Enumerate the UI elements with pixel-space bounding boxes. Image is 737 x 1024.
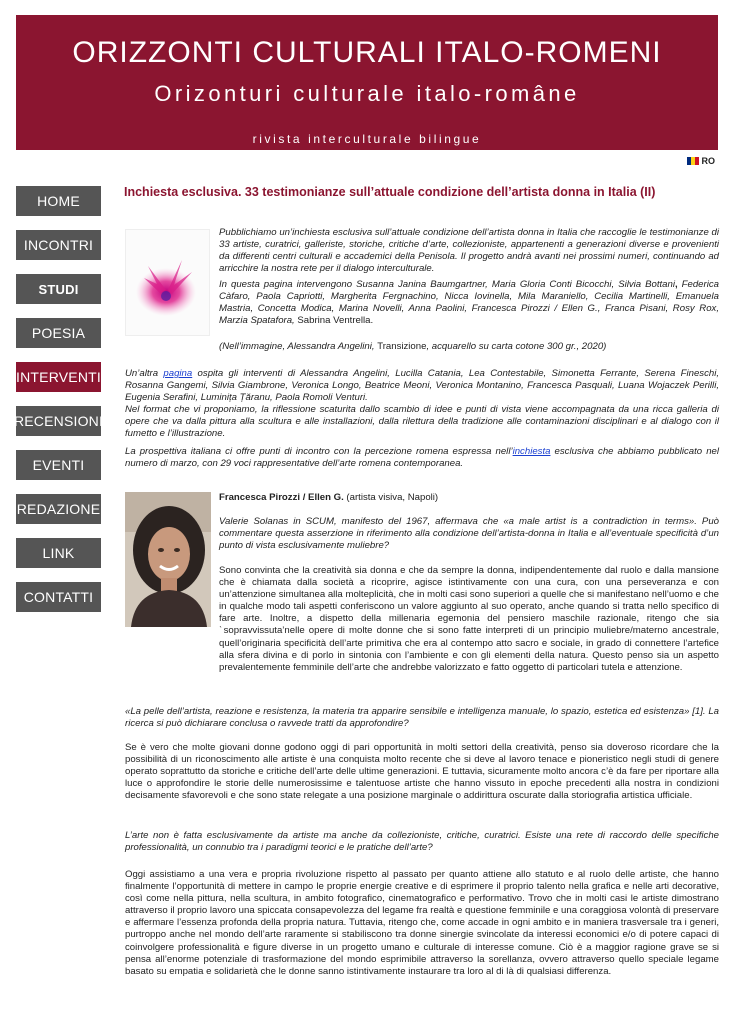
site-title: ORIZZONTI CULTURALI ITALO-ROMENI <box>72 36 662 69</box>
artwork-image <box>125 229 210 336</box>
nav-incontri[interactable]: INCONTRI <box>16 230 101 260</box>
nav-eventi[interactable]: EVENTI <box>16 450 101 480</box>
romanian-flag-icon <box>687 157 699 165</box>
answer-1: Sono convinta che la creatività sia donna e che da sempre la donna, indipendentemente dal ruolo e dalla mansione che è chiamata dalla società a ricoprire, agisce istintivamente con una cura, con una perseveranza e con un’attenzione simultanea alla molteplicità, che in molti casi sono superiori a quelle che si manifestano nell’uomo e che in qualche modo tali aspetti conferiscono un valore aggiunto al suo operato, anche quando si tratta nello specifico di fare arte. Inoltre, a dispetto della millenaria egemonia del pensiero maschile razionale, ritengo che sia ˋsopravvissuta’nelle opere di molte donne che si sono fatte interpreti di un principio muliebre/materno ancestrale, quell’originaria specificità dell’arte primitiva che era al contempo atto sacro e sociale, in grado di connettere l’artefice alla sfera divina e di porlo in sintonia con l’ambiente e con gli elementi della natura. Questo penso sia un aspetto prevalentemente femminile dell’arte che andrebbe valorizzato e fatto oggetto di particolari tutela e attenzione. <box>219 565 719 673</box>
article-title: Inchiesta esclusiva. 33 testimonianze sull’attuale condizione dell’artista donna in Italia (II) <box>124 185 656 199</box>
site-subtitle: Orizonturi culturale italo-române <box>154 81 580 106</box>
question-3: L’arte non è fatta esclusivamente da artiste ma anche da collezioniste, critiche, curatrici. Esiste una rete di raccordo delle specifiche professionalità, un connubio tra i paradigmi teorici e le pratiche dell’arte? <box>125 830 719 854</box>
prospettiva-paragraph: La prospettiva italiana ci offre punti di incontro con la percezione romena espressa nell’inchiesta esclusiva che abbiamo pubblicato nel numero di marzo, con 29 voci rappresentative dell’arte romena contemporanea. <box>125 446 719 470</box>
site-tagline: rivista interculturale bilingue <box>252 132 482 146</box>
author-photo <box>125 492 211 627</box>
sidebar-nav <box>13 186 104 626</box>
language-switch[interactable] <box>687 156 716 166</box>
site-issn: ISSN 2240-9645 <box>316 149 418 161</box>
masthead <box>16 15 718 161</box>
author-heading <box>219 492 719 504</box>
intro-participants: In questa pagina intervengono Susanna Janina Baumgartner, Maria Gloria Conti Bicocchi, Silvia Bottani, Federica Càfaro, Paola Capriotti, Margherita Fergnachino, Nicca Iovinella, Mila Maraniello, Cecilia Martinelli, Emanuela Mastria, Concetta Modica, Marina Novelli, Anna Paolini, Francesca Pirozzi / Ellen G., Franca Pisani, Rosy Rox, Marzia Spatafora, Sabrina Ventrella. <box>219 279 719 327</box>
intro-paragraph: Pubblichiamo un’inchiesta esclusiva sull’attuale condizione dell’artista donna in Italia che raccoglie le testimonianze di 33 artiste, curatrici, galleriste, storiche, critiche d’arte, collezioniste, appartenenti a generazioni diverse e provenienti da differenti centri culturali e accademici della Penisola. Il progetto andrà avanti nei prossimi numeri, continuando ad arricchire la nostra rete per il dialogo interculturale. <box>219 227 719 275</box>
question-1: Valerie Solanas in SCUM, manifesto del 1967, affermava che «a male artist is a contradiction in terms». Può commentare questa asserzione in riferimento alla condizione dell’artista-donna in Italia e all’eventuale specificità d’un punto di vista esclusivamente muliebre? <box>219 516 719 552</box>
nav-studi[interactable]: STUDI <box>16 274 101 304</box>
nav-contatti[interactable]: CONTATTI <box>16 582 101 612</box>
other-page-link[interactable]: pagina <box>163 368 193 379</box>
nav-redazione[interactable]: REDAZIONE <box>16 494 101 524</box>
answer-3: Oggi assistiamo a una vera e propria rivoluzione rispetto al passato per quanto attiene allo statuto e al ruolo delle artiste, che hanno finalmente l’opportunità di mettere in campo le proprie energie creative e di esprimere il proprio talento nella grafica e nelle arti decorative, così come nella pittura, nella scultura, in ambito fotografico, cinematografico e performativo. Trovo che in molti casi le artiste dimostrano attraverso il proprio lavoro una spiccata consapevolezza del legame fra realtà e questione femminile e una coraggiosa volontà di preservare e affermare l’essenza profonda della propria natura. Tuttavia, ritengo che, come accade in ogni ambito e in maniera trasversale tra i generi, purtroppo anche nel mondo dell’arte raramente si stabiliscono tra donne sinergie svincolate da interessi economici e/o di potere capaci di coinvolgere professionalità e figure diverse in un progetto umano e culturale di interesse comune. Ciò è a maggior ragione grave se si pensa all’enorme potenziale di trasformazione del mondo esprimibile attraverso la sorellanza, ovvero attraverso quello speciale legame basato su empatia e solidarietà che le donne sanno istintivamente instaurare tra loro al di là di qualsiasi differenza. <box>125 869 719 977</box>
nav-link[interactable]: LINK <box>16 538 101 568</box>
nav-home[interactable]: HOME <box>16 186 101 216</box>
image-caption: (Nell’immagine, Alessandra Angelini, Transizione, acquarello su carta cotone 300 gr., 2020) <box>219 341 607 352</box>
inchiesta-link[interactable]: inchiesta <box>512 446 551 457</box>
format-paragraph: Nel format che vi proponiamo, la riflessione scaturita dallo scambio di idee e punti di vista viene accompagnata da una ricca galleria di opere che va dalla pittura alla scultura e alle installazioni, dalla rilettura della tradizione alle contaminazioni disciplinari e al dialogo con il fumetto e l’illustrazione. <box>125 404 719 440</box>
nav-recensioni[interactable]: RECENSIONI <box>16 406 101 436</box>
nav-interventi[interactable]: INTERVENTI <box>16 362 101 392</box>
author-name: Francesca Pirozzi / Ellen G. <box>219 492 344 503</box>
question-2: «La pelle dell’artista, reazione e resistenza, la materia tra apparire sensibile e intelligenza manuale, lo spazio, estetica ed esistenza» [1]. La ricerca si può dichiarare conclusa o ravvede tratti da approfondire? <box>125 706 719 730</box>
nav-poesia[interactable]: POESIA <box>16 318 101 348</box>
author-role: (artista visiva, Napoli) <box>343 492 439 503</box>
language-label: RO <box>701 156 715 166</box>
answer-2: Se è vero che molte giovani donne godono oggi di pari opportunità in molti settori della creatività, penso sia doveroso ricordare che la possibilità di un riconoscimento alle artiste è una conquista molto recente che si deve al lavoro tenace e pioneristico negli studi di genere operato soprattutto da storiche e critiche dell’arte delle ultime generazioni. E tuttavia, sicuramente molto ancora c’è da fare per riportare alla luce o approfondire le storie delle numerosissime e talentuose artiste che hanno vissuto in epoche precedenti alla nostra in condizioni decisamente sfavorevoli e che sono state relegate a una posizione marginale o addirittura oscurate dalla storiografia artistica ufficiale. <box>125 742 719 802</box>
other-page-paragraph: Un’altra pagina ospita gli interventi di Alessandra Angelini, Lucilla Catania, Lea Contestabile, Simonetta Ferrante, Serena Fineschi, Rosanna Gangemi, Silvia Giambrone, Veronica Longo, Beatrice Meoni, Veronica Montanino, Francesca Pasquali, Luana Wojaczek Perilli, Eugenia Serafini, Luminița Țăranu, Paola Romoli Venturi. <box>125 368 719 404</box>
